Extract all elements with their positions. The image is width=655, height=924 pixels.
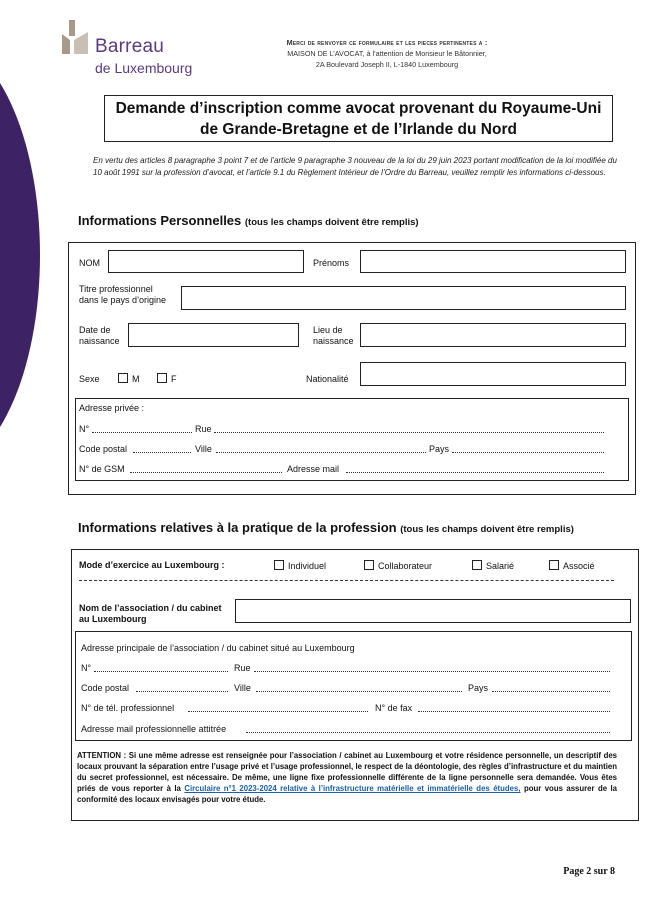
mode-divider — [79, 580, 614, 581]
cabinet-tel-label: N° de tél. professionnel — [81, 703, 175, 713]
cabinet-email-line[interactable] — [246, 732, 610, 733]
mode-salarie-option[interactable] — [472, 560, 514, 572]
cabinet-pays-label: Pays — [468, 683, 489, 693]
private-pays-label: Pays — [429, 444, 450, 454]
form-title-line-2: de Grande-Bretagne et de l’Irlande du Nord — [200, 121, 517, 138]
private-ville-line[interactable] — [216, 452, 426, 453]
date-naissance-label — [79, 325, 120, 347]
associe-label: Associé — [563, 561, 595, 571]
sexe-m-checkbox[interactable] — [118, 373, 128, 383]
date-naissance-field[interactable] — [128, 323, 299, 347]
nom-field[interactable] — [108, 250, 304, 273]
individuel-label: Individuel — [288, 561, 327, 571]
lieu-naissance-field[interactable] — [360, 323, 626, 347]
private-address-heading: Adresse privée : — [79, 403, 145, 413]
nom-label: NOM — [79, 258, 100, 268]
intro-text: En vertu des articles 8 paragraphe 3 point 7 et de l’article 9 paragraphe 3 nouveau de la loi du 29 juin 2023 portant modification de la loi modifiée du 10 août 1991 sur la profession d’avocat, et l’article 9.1 du Règlement Intérieur de l’Ordre du Barreau, veuillez remplir les informations ci-dessous. — [93, 156, 617, 177]
lieu-label-line-1: Lieu de — [313, 325, 343, 335]
nationalite-field[interactable] — [360, 362, 626, 386]
cabinet-name-line-1: Nom de l’association / du cabinet — [79, 603, 222, 613]
sexe-f-label: F — [171, 374, 177, 384]
collaborateur-label: Collaborateur — [378, 561, 433, 571]
private-pays-line[interactable] — [452, 452, 604, 453]
private-cp-label: Code postal — [79, 444, 128, 454]
section-personal-note: (tous les champs doivent être remplis) — [244, 217, 419, 228]
date-label-line-2: naissance — [79, 336, 120, 346]
private-rue-line[interactable] — [214, 432, 604, 433]
titre-field[interactable] — [181, 286, 626, 310]
page-number: Page 2 sur 8 — [563, 866, 615, 877]
collaborateur-checkbox[interactable] — [364, 560, 374, 570]
mode-individuel-option[interactable] — [274, 560, 326, 572]
lieu-label-line-2: naissance — [313, 336, 354, 346]
associe-checkbox[interactable] — [549, 560, 559, 570]
private-gsm-label: N° de GSM — [79, 464, 125, 474]
logo-text-barreau: Barreau — [95, 36, 164, 57]
cabinet-cp-line[interactable] — [136, 691, 228, 692]
salarie-label: Salarié — [486, 561, 515, 571]
cabinet-rue-line[interactable] — [254, 671, 610, 672]
sexe-m-label: M — [132, 374, 140, 384]
form-title-line-1: Demande d’inscription comme avocat provenant du Royaume-Uni — [115, 100, 602, 117]
prenoms-label: Prénoms — [313, 258, 350, 268]
mode-associe-option[interactable] — [549, 560, 595, 572]
mode-collaborateur-option[interactable] — [364, 560, 432, 572]
logo-icon — [62, 20, 90, 56]
cabinet-cp-label: Code postal — [81, 683, 130, 693]
private-no-line[interactable] — [92, 432, 192, 433]
attention-notice — [77, 750, 617, 805]
section-practice-heading — [78, 520, 574, 535]
cabinet-no-label: N° — [81, 663, 92, 673]
titre-label-line-1: Titre professionnel — [79, 284, 153, 294]
nationalite-label: Nationalité — [306, 374, 349, 384]
private-email-label: Adresse mail — [287, 464, 340, 474]
attention-end-text: pour vous assurer de la conformité des locaux envisagés pour votre étude. — [77, 784, 618, 804]
mode-exercice-label: Mode d’exercice au Luxembourg : — [79, 560, 225, 570]
titre-label — [79, 284, 166, 306]
cabinet-pays-line[interactable] — [492, 691, 610, 692]
cabinet-name-field[interactable] — [235, 599, 631, 623]
return-line-2: MAISON DE L’AVOCAT, à l’attention de Monsieur le Bâtonnier, — [287, 49, 487, 58]
cabinet-fax-label: N° de fax — [375, 703, 413, 713]
prenoms-field[interactable] — [360, 250, 626, 273]
cabinet-fax-line[interactable] — [418, 711, 610, 712]
attention-text: Si une même adresse est renseignée pour l’association / cabinet au Luxembourg et votre résidence personnelle, un descriptif des locaux prouvant la séparation entre l’usage privé et l’usage professionnel, le respect de la déontologie, des règles d’infrastructure et du maintien du secret professionnel, est nécessaire. De même, une ligne fixe professionnelle différente de la ligne personnelle sera demandée. Vous êtes priés de vous reporter à la — [77, 751, 618, 793]
section-practice-title: Informations relatives à la pratique de la profession — [78, 520, 397, 535]
private-gsm-line[interactable] — [130, 472, 282, 473]
lieu-naissance-label — [313, 325, 354, 347]
cabinet-rue-label: Rue — [234, 663, 251, 673]
return-address — [252, 37, 522, 70]
attention-label: ATTENTION : — [77, 751, 127, 760]
date-label-line-1: Date de — [79, 325, 111, 335]
private-ville-label: Ville — [195, 444, 212, 454]
return-line-3: 2A Boulevard Joseph II, L-1840 Luxembourg — [315, 60, 459, 69]
sexe-f-option[interactable] — [157, 373, 177, 385]
cabinet-email-label: Adresse mail professionnelle attitrée — [81, 724, 227, 734]
private-no-label: N° — [79, 424, 90, 434]
private-cp-line[interactable] — [133, 452, 191, 453]
private-address-box — [75, 398, 629, 481]
section-personal-heading — [78, 213, 419, 228]
circulaire-link[interactable]: Circulaire n°1 2023-2024 relative à l’infrastructure matérielle et immatérielle des études, — [184, 784, 521, 793]
cabinet-tel-line[interactable] — [188, 711, 368, 712]
cabinet-ville-label: Ville — [234, 683, 251, 693]
cabinet-name-line-2: au Luxembourg — [79, 614, 147, 624]
individuel-checkbox[interactable] — [274, 560, 284, 570]
cabinet-name-label — [79, 603, 222, 625]
sexe-m-option[interactable] — [118, 373, 140, 385]
section-practice-note: (tous les champs doivent être remplis) — [400, 524, 574, 535]
return-line-1: Merci de renvoyer ce formulaire et les pieces pertinentes a : — [286, 38, 488, 47]
section-personal-title: Informations Personnelles — [78, 213, 242, 228]
sexe-f-checkbox[interactable] — [157, 373, 167, 383]
titre-label-line-2: dans le pays d’origine — [79, 295, 167, 305]
decorative-purple-arc — [0, 40, 40, 470]
cabinet-ville-line[interactable] — [256, 691, 462, 692]
logo-text-luxembourg: de Luxembourg — [95, 60, 193, 76]
form-title — [104, 95, 613, 142]
cabinet-no-line[interactable] — [94, 671, 228, 672]
private-email-line[interactable] — [346, 472, 604, 473]
cabinet-address-heading: Adresse principale de l’association / du cabinet situé au Luxembourg — [81, 643, 355, 653]
private-rue-label: Rue — [195, 424, 212, 434]
salarie-checkbox[interactable] — [472, 560, 482, 570]
sexe-label: Sexe — [79, 374, 100, 384]
